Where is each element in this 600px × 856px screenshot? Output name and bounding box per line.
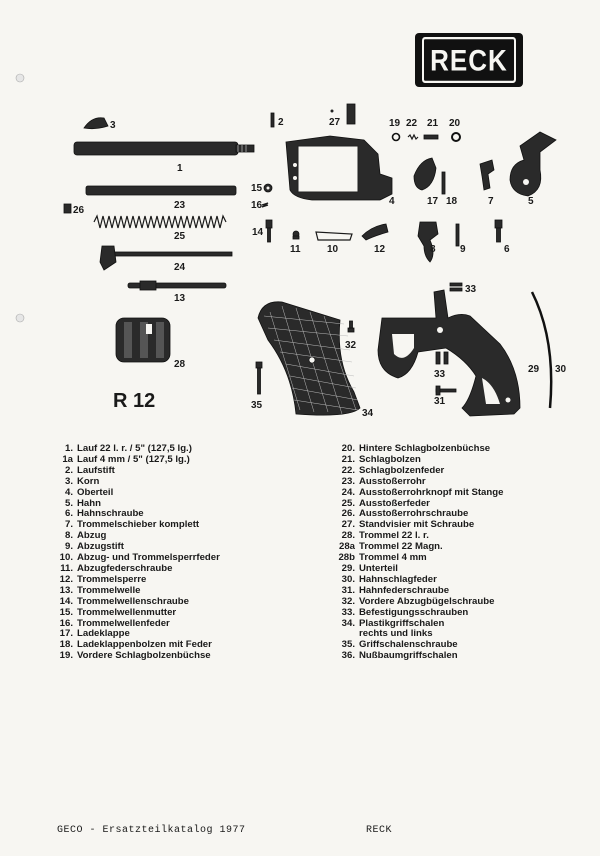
part-number: 36. [341, 650, 355, 662]
part-number: 9. [64, 541, 73, 553]
parts-list-row [52, 477, 220, 488]
part-name: Abzug [77, 530, 107, 542]
part-21-firing-pin [424, 135, 438, 139]
part-number: 21. [341, 453, 355, 465]
part-6-hammer-screw [495, 220, 502, 242]
part-16-spring [262, 203, 268, 207]
parts-list-row [334, 477, 503, 488]
label-1: 1 [177, 163, 183, 174]
parts-list-row [52, 608, 220, 619]
part-name: Befestigungsschrauben [359, 606, 469, 618]
label-2: 2 [278, 117, 284, 128]
part-8-trigger [418, 222, 438, 262]
part-name: Trommelwellenmutter [77, 606, 177, 618]
parts-list-row [52, 488, 220, 499]
part-number: 35. [341, 639, 355, 651]
label-12: 12 [374, 244, 386, 255]
label-5: 5 [528, 196, 534, 207]
part-28-cylinder [116, 318, 170, 362]
part-name: Trommel 22 Magn. [359, 541, 443, 553]
part-number: 24. [341, 486, 355, 498]
parts-list-right [334, 444, 503, 662]
label-33-lower: 33 [434, 369, 446, 380]
part-name: Ausstoßerrohrknopf mit Stange [359, 486, 504, 498]
part-26-screw [64, 204, 71, 213]
label-27: 27 [329, 117, 341, 128]
part-name: Lauf 22 l. r. / 5" (127,5 lg.) [77, 443, 192, 454]
part-29-frame-lower [378, 290, 520, 416]
part-number: 8. [64, 530, 73, 542]
label-28: 28 [174, 359, 186, 370]
part-22-firing-pin-spring [408, 135, 418, 139]
part-5-hammer [510, 132, 556, 196]
label-34: 34 [362, 408, 374, 419]
part-34-grip-panel [258, 302, 360, 415]
label-19: 19 [389, 118, 401, 129]
label-3: 3 [110, 120, 116, 131]
part-name: Trommelschieber komplett [77, 519, 200, 531]
label-4: 4 [389, 196, 395, 207]
part-13-cylinder-shaft [128, 281, 226, 290]
part-number: 28b [338, 552, 355, 564]
part-number: 19. [59, 650, 73, 662]
label-9: 9 [460, 244, 466, 255]
part-10-spring [316, 232, 352, 240]
part-name: Laufstift [77, 464, 115, 476]
label-7: 7 [488, 196, 494, 207]
part-11-screw [293, 231, 299, 239]
part-name: Korn [77, 475, 100, 487]
punch-hole [16, 74, 24, 82]
part-35-grip-screw [256, 362, 262, 394]
brand-logo-text: RECK [422, 37, 516, 83]
part-name: Hahnfederschraube [359, 584, 450, 596]
part-number: 30. [341, 573, 355, 585]
part-name: Schlagbolzen [359, 453, 421, 465]
part-name: Unterteil [359, 562, 398, 574]
part-name: Trommel 22 l. r. [359, 530, 429, 542]
label-11: 11 [290, 244, 301, 255]
footer-catalog-title: GECO - Ersatzteilkatalog 1977 [57, 825, 246, 836]
part-number: 15. [59, 606, 73, 618]
label-32: 32 [345, 340, 357, 351]
part-4-frame-upper [286, 136, 392, 200]
part-25-ejector-spring [94, 216, 226, 228]
parts-list-row [334, 597, 503, 608]
label-24: 24 [174, 262, 186, 273]
part-18-gate-pin [442, 172, 445, 194]
label-17: 17 [427, 196, 439, 207]
label-23: 23 [174, 200, 186, 211]
part-name: Oberteil [77, 486, 114, 498]
part-name: Griffschalenschraube [359, 639, 458, 651]
part-name: Trommelsperre [77, 573, 147, 585]
label-30: 30 [555, 364, 567, 375]
part-name: Standvisier mit Schraube [359, 519, 475, 531]
punch-hole [16, 314, 24, 322]
parts-list-row [52, 597, 220, 608]
parts-list-row [334, 608, 503, 619]
part-name: Ausstoßerrohrschraube [359, 508, 469, 520]
part-name: Hintere Schlagbolzenbüchse [359, 443, 491, 454]
part-name: Trommel 4 mm [359, 552, 427, 564]
part-number: 28a [338, 541, 355, 553]
part-number: 5. [64, 497, 73, 509]
part-30-mainspring [532, 292, 551, 408]
label-29: 29 [528, 364, 540, 375]
model-name: R 12 [113, 390, 156, 412]
part-name: Trommelwellenschraube [77, 595, 189, 607]
label-20: 20 [449, 118, 461, 129]
label-13: 13 [174, 293, 186, 304]
label-10: 10 [327, 244, 339, 255]
part-number: 32. [341, 595, 355, 607]
part-name: Hahnschraube [77, 508, 144, 520]
part-number: 6. [64, 508, 73, 520]
part-name: Vordere Abzugbügelschraube [359, 595, 495, 607]
part-number: 1a [62, 453, 73, 465]
label-25: 25 [174, 231, 186, 242]
part-number: 2. [64, 464, 73, 476]
part-name: Schlagbolzenfeder [359, 464, 445, 476]
label-26: 26 [73, 205, 85, 216]
part-name: Abzugfederschraube [77, 562, 173, 574]
label-15: 15 [251, 183, 263, 194]
label-8: 8 [430, 244, 436, 255]
part-number: 7. [64, 519, 73, 531]
part-33-screws-top [450, 283, 462, 291]
part-9-trigger-pin [456, 224, 459, 246]
part-12-cylinder-lock [362, 224, 388, 240]
part-20-bushing [452, 133, 460, 141]
part-23-ejector-tube [86, 186, 236, 195]
part-number: 12. [59, 573, 73, 585]
part-number: 10. [59, 552, 73, 564]
part-number: 26. [341, 508, 355, 520]
label-35: 35 [251, 400, 263, 411]
parts-list-row [334, 651, 503, 662]
part-number: 22. [341, 464, 355, 476]
part-name: Ladeklappenbolzen mit Feder [77, 639, 212, 651]
label-33-top: 33 [465, 284, 477, 295]
part-number: 16. [59, 617, 73, 629]
part-name: Ladeklappe [77, 628, 130, 640]
part-3-front-sight [84, 118, 108, 129]
part-number: 25. [341, 497, 355, 509]
label-18: 18 [446, 196, 458, 207]
label-21: 21 [427, 118, 439, 129]
part-number: 1. [64, 443, 73, 454]
part-24-ejector-rod [100, 246, 232, 270]
part-number: 11. [60, 562, 73, 574]
footer-brand: RECK [366, 825, 393, 836]
part-32-screw [348, 321, 354, 332]
part-number: 23. [341, 475, 355, 487]
part-name: Abzugstift [77, 541, 124, 553]
part-number: 3. [64, 475, 73, 487]
part-number: 20. [341, 443, 355, 454]
part-19-bushing [393, 134, 400, 141]
parts-list-left [52, 444, 220, 662]
part-number: 4. [64, 486, 73, 498]
part-17-loading-gate [414, 158, 436, 190]
part-name: Plastikgriffschalen [359, 617, 445, 629]
part-number: 33. [341, 606, 355, 618]
part-name: Lauf 4 mm / 5" (127,5 lg.) [77, 453, 190, 465]
part-number: 29. [341, 562, 355, 574]
parts-list-row [334, 488, 503, 499]
part-name: Ausstoßerfeder [359, 497, 430, 509]
part-7-hand [480, 160, 494, 190]
label-16: 16 [251, 200, 263, 211]
part-name: Vordere Schlagbolzenbüchse [77, 650, 211, 662]
part-number: 13. [59, 584, 73, 596]
part-number: 14. [59, 595, 73, 607]
part-1-barrel [74, 142, 254, 155]
part-number: 28. [341, 530, 355, 542]
part-number: 18. [59, 639, 73, 651]
part-number: 27. [341, 519, 355, 531]
part-14-screw [266, 220, 272, 242]
part-name: Hahnschlagfeder [359, 573, 437, 585]
part-number: 34. [341, 617, 355, 629]
label-22: 22 [406, 118, 418, 129]
part-number: 17. [59, 628, 73, 640]
part-name: Trommelwelle [77, 584, 141, 596]
label-14: 14 [252, 227, 264, 238]
label-6: 6 [504, 244, 510, 255]
part-name: Ausstoßerrohr [359, 475, 426, 487]
part-name: Trommelwellenfeder [77, 617, 170, 629]
part-31-spring-screw [436, 386, 456, 395]
part-2-barrel-pin [271, 113, 274, 127]
part-name: Hahn [77, 497, 101, 509]
part-number: 31. [341, 584, 355, 596]
part-name: Abzug- und Trommelsperrfeder [77, 552, 220, 564]
label-31: 31 [434, 396, 446, 407]
part-33-screws-lower [436, 352, 448, 364]
part-name: rechts und links [359, 628, 433, 640]
part-name: Nußbaumgriffschalen [359, 650, 458, 662]
parts-list-row [52, 651, 220, 662]
